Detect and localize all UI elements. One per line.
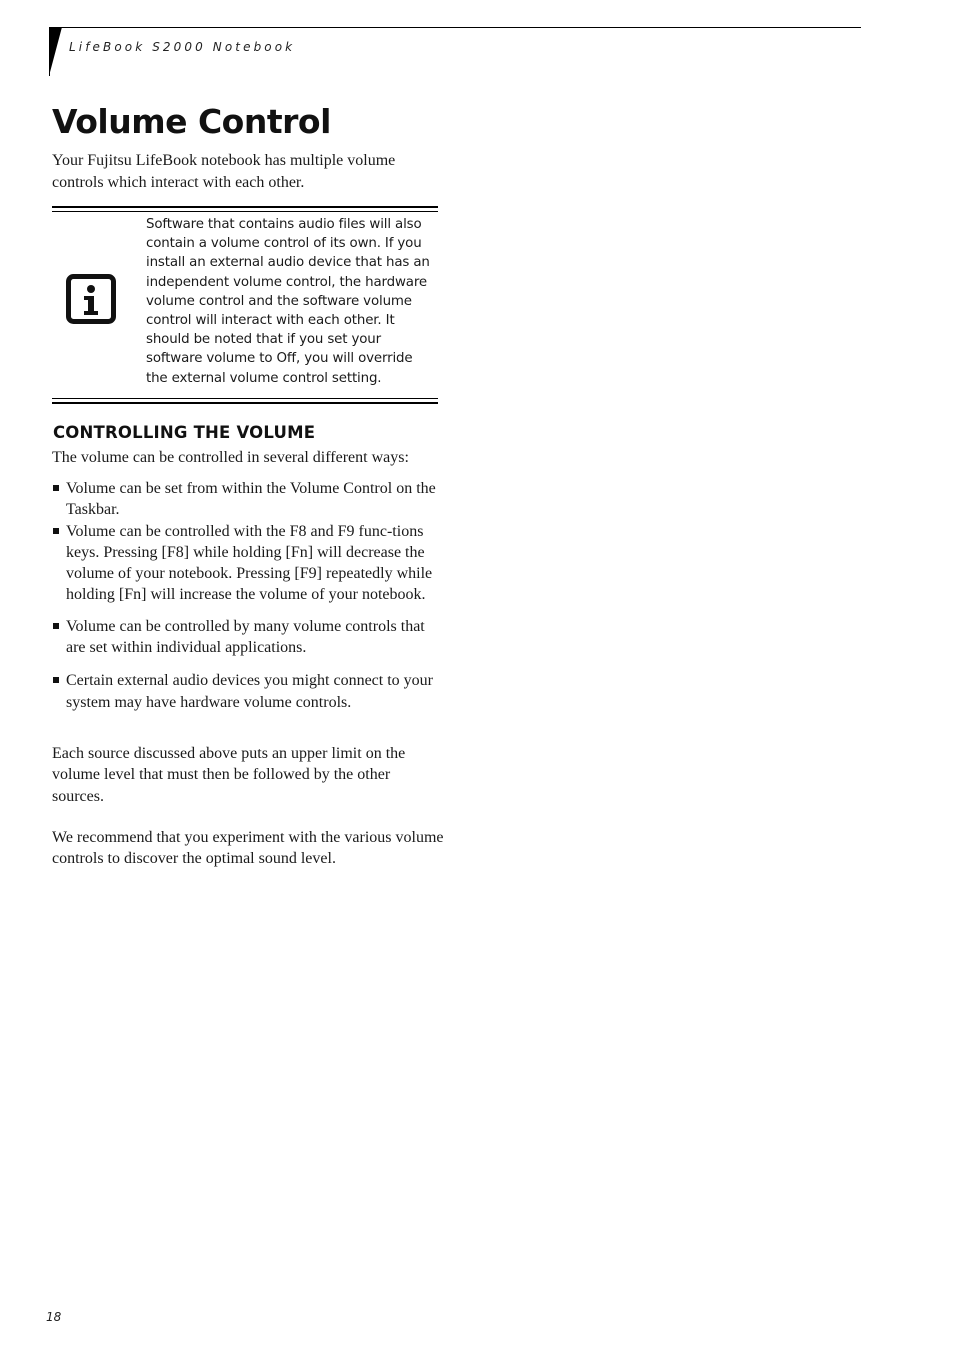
bullet-square-icon (53, 623, 59, 629)
page-title: Volume Control (52, 102, 331, 141)
note-top-rule-thin (52, 211, 438, 212)
list-item (52, 521, 442, 606)
body-paragraph: Each source discussed above puts an upper limit on the volume level that must then be followed by the other sources. (52, 745, 406, 805)
bullet-list (52, 478, 442, 713)
header-corner-mark (49, 27, 62, 76)
list-item-text: Volume can be controlled with the F8 and F9 func-tions keys. Pressing [F8] while holding [Fn] will decrease the volume of your notebook. Pressing [F9] repeatedly while holding [Fn] will increase the volume of your notebook. (66, 522, 433, 604)
list-item-text: Volume can be set from within the Volume Control on the Taskbar. (66, 480, 436, 519)
page-number: 18 (46, 1310, 62, 1324)
intro-paragraph: Your Fujitsu LifeBook notebook has multiple volume controls which interact with each other. (52, 152, 396, 191)
list-item-text: Certain external audio devices you might connect to your system may have hardware volume controls. (66, 672, 433, 711)
info-icon (66, 274, 116, 324)
list-item (52, 478, 442, 521)
bullet-square-icon (53, 485, 59, 491)
list-item (52, 670, 442, 713)
note-bottom-rule-thin (52, 398, 438, 399)
bullet-square-icon (53, 677, 59, 683)
bullet-square-icon (53, 528, 59, 534)
list-item (52, 616, 442, 659)
note-bottom-rule (52, 402, 438, 404)
note-text: Software that contains audio files will also contain a volume control of its own. If you install an external audio device that has an independent volume control, the hardware volume control and the software volume control will interact with each other. It should be noted that if you set your software volume to Off, you will override the external volume control setting. (146, 217, 430, 386)
header-rule (50, 27, 861, 28)
running-head: LifeBook S2000 Notebook (69, 40, 296, 54)
subsection-heading: CONTROLLING THE VOLUME (53, 423, 316, 442)
note-top-rule (52, 206, 438, 208)
list-item-text: Volume can be controlled by many volume controls that are set within individual applications. (66, 617, 425, 657)
subsection-lead: The volume can be controlled in several different ways: (52, 449, 409, 466)
body-paragraph: We recommend that you experiment with the various volume controls to discover the optimal sound level. (52, 829, 444, 868)
